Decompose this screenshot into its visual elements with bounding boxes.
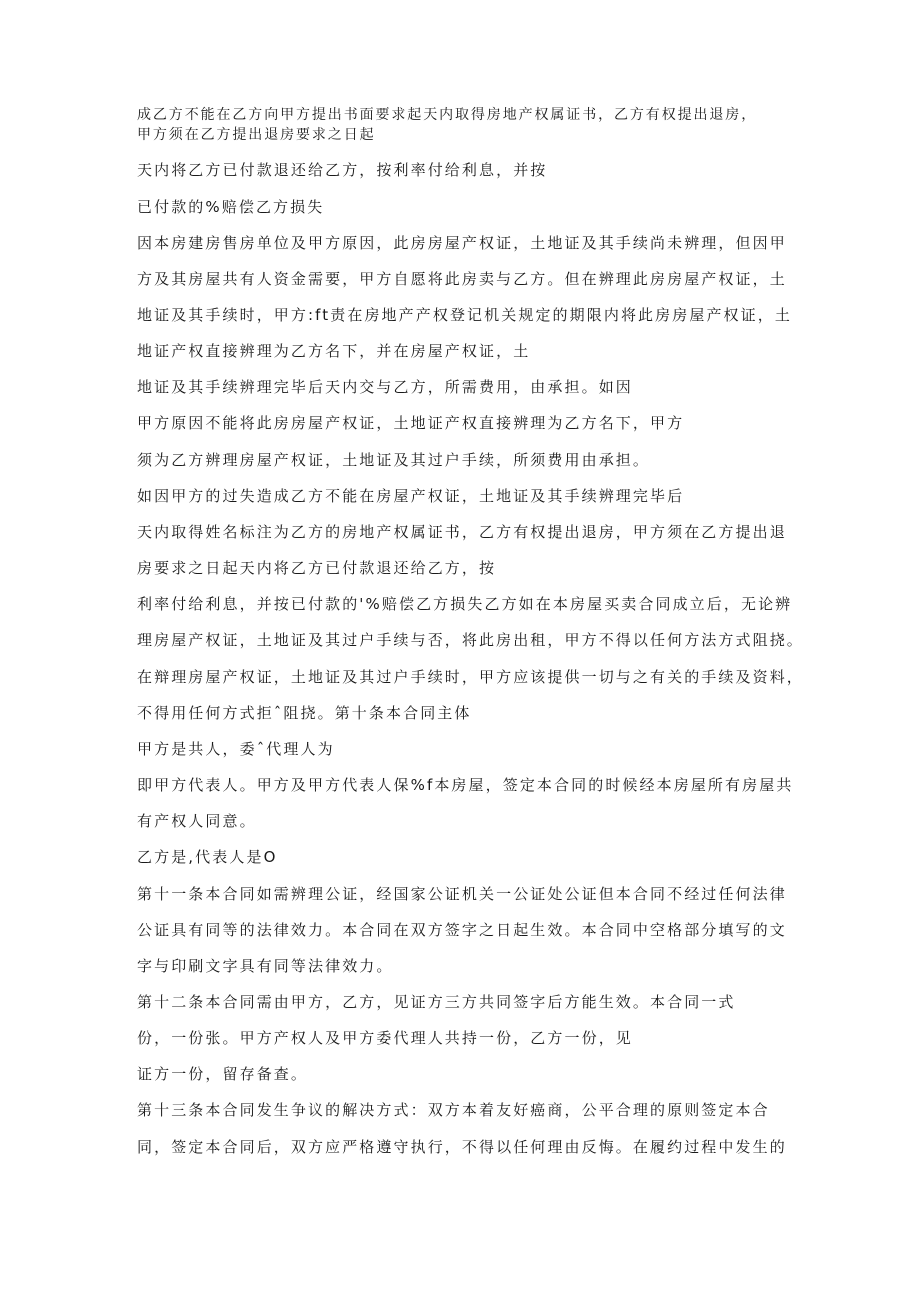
text-line: 天内将乙方已付款退还给乙方，按利率付给利息，并按 bbox=[137, 161, 548, 179]
text-line: 方及其房屋共有人资金需要，甲方自愿将此房卖与乙方。但在辨理此房房屋产权证，土 bbox=[137, 270, 787, 288]
text-line: 如因甲方的过失造成乙方不能在房屋产权证，土地证及其手续辨理完毕后 bbox=[137, 487, 685, 505]
text-line: 因本房建房售房单位及甲方原因，此房房屋产权证，土地证及其手续尚未辨理，但因甲 bbox=[137, 234, 787, 252]
text-line: 在辩理房屋产权证，土地证及其过户手续时，甲方应该提供一切与之有关的手续及资料， bbox=[137, 668, 804, 686]
text-line: 地证及其手续辨理完毕后天内交与乙方，所需费用，由承担。如因 bbox=[137, 378, 633, 396]
text-line: 份，一份张。甲方产权人及甲方委代理人共持一份，乙方一份，见 bbox=[137, 1029, 633, 1047]
text-line: 须为乙方辨理房屋产权证，土地证及其过户手续，所须费用由承担。 bbox=[137, 451, 651, 469]
text-line: 即甲方代表人。甲方及甲方代表人保%f本房屋，签定本合同的时候经本房屋所有房屋共 bbox=[137, 776, 794, 794]
text-line: 甲方原因不能将此房房屋产权证，土地证产权直接辨理为乙方名下，甲方 bbox=[137, 414, 685, 432]
text-line: 理房屋产权证，土地证及其过户手续与否，将此房出租，甲方不得以任何方法方式阻挠。 bbox=[137, 631, 804, 649]
text-line: 有产权人同意。 bbox=[137, 812, 257, 830]
text-line: 字与印刷文字具有同等法律效力。 bbox=[137, 957, 394, 975]
text-line: 地证产权直接辨理为乙方名下，并在房屋产权证，土 bbox=[137, 342, 531, 360]
text-line: 乙方是,代表人是O bbox=[137, 848, 278, 866]
text-line: 第十一条本合同如需辨理公证，经国家公证机关一公证处公证但本合同不经过任何法律 bbox=[137, 885, 787, 903]
paragraph-1 bbox=[137, 105, 757, 145]
paragraph-1-line-2: 甲方须在乙方提出退房要求之日起 bbox=[137, 127, 376, 143]
text-line: 第十三条本合同发生争议的解决方式：双方本着友好癌商，公平合理的原则签定本合 bbox=[137, 1101, 770, 1119]
text-line: 地证及其手续时，甲方:ft责在房地产产权登记机关规定的期限内将此房房屋产权证，土 bbox=[137, 306, 792, 324]
text-line: 证方一份，留存备查。 bbox=[137, 1065, 309, 1083]
text-line: 利率付给利息，并按已付款的'%赔偿乙方损失乙方如在本房屋买卖合同成立后，无论辨 bbox=[137, 595, 793, 613]
paragraph-1-line-1: 成乙方不能在乙方向甲方提出书面要求起天内取得房地产权属证书，乙方有权提出退房， bbox=[137, 107, 758, 123]
text-line: 公证具有同等的法律效力。本合同在双方签字之日起生效。本合同中空格部分填写的文 bbox=[137, 921, 787, 939]
text-line: 天内取得姓名标注为乙方的房地产权属证书，乙方有权提出退房，甲方须在乙方提出退 bbox=[137, 523, 787, 541]
text-line: 第十二条本合同需由甲方，乙方，见证方三方共同签字后方能生效。本合同一式 bbox=[137, 993, 736, 1011]
text-line: 甲方是共人，委ˆ代理人为 bbox=[137, 740, 335, 758]
text-line: 已付款的%赔偿乙方损失 bbox=[137, 198, 325, 216]
text-line: 同，签定本合同后，双方应严格遵守执行，不得以任何理由反悔。在履约过程中发生的 bbox=[137, 1138, 787, 1156]
text-line: 房要求之日起天内将乙方已付款退还给乙方，按 bbox=[137, 559, 497, 577]
text-line: 不得用任何方式拒ˆ阻挠。第十条本合同主体 bbox=[137, 704, 472, 722]
